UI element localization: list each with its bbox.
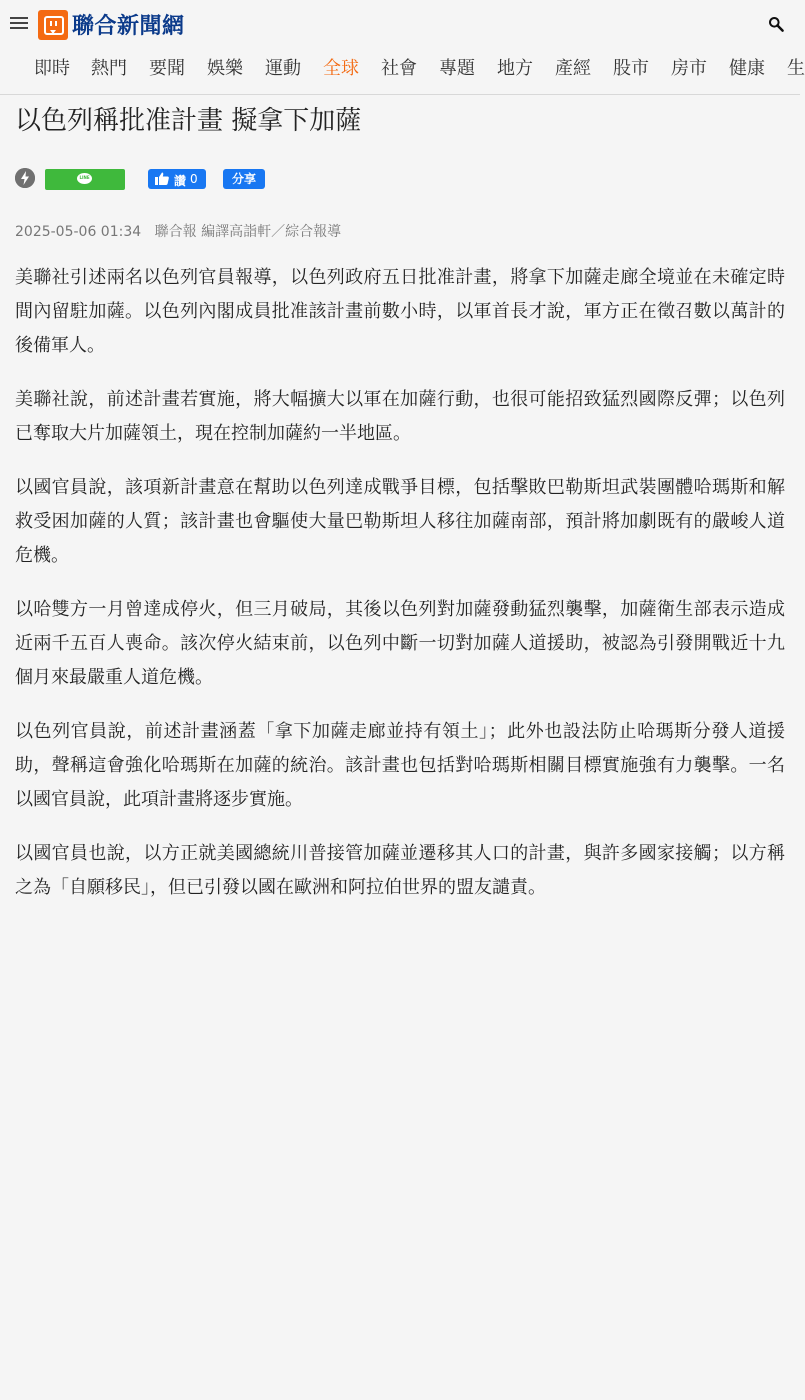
share-bar bbox=[15, 168, 785, 190]
facebook-share-button[interactable]: 分享 bbox=[223, 169, 265, 189]
article-paragraph: 美聯社引述兩名以色列官員報導，以色列政府五日批准計畫，將拿下加薩走廊全境並在未確定時間內留駐加薩。以色列內閣成員批准該計畫前數小時，以軍首長才說，軍方正在徵召數以萬計的後備軍人。 bbox=[15, 267, 785, 356]
facebook-like-label: 讚 bbox=[174, 174, 187, 188]
article-paragraph: 美聯社說，前述計畫若實施，將大幅擴大以軍在加薩行動，也很可能招致猛烈國際反彈；以色列已奪取大片加薩領土，現在控制加薩約一半地區。 bbox=[15, 389, 785, 444]
article-paragraph: 以國官員說，該項新計畫意在幫助以色列達成戰爭目標，包括擊敗巴勒斯坦武裝團體哈瑪斯和解救受困加薩的人質；該計畫也會驅使大量巴勒斯坦人移往加薩南部，預計將加劇既有的嚴峻人道危機。 bbox=[15, 477, 785, 566]
nav-item-real-estate[interactable]: 房市 bbox=[671, 58, 707, 79]
site-logo[interactable] bbox=[38, 9, 185, 40]
nav-item-life[interactable]: 生 bbox=[787, 58, 805, 79]
nav-item-headlines[interactable]: 要聞 bbox=[149, 58, 185, 79]
nav-item-business[interactable]: 產經 bbox=[555, 58, 591, 79]
article-paragraph: 以色列官員說，前述計畫涵蓋「拿下加薩走廊並持有領土」；此外也設法防止哈瑪斯分發人道援助，聲稱這會強化哈瑪斯在加薩的統治。該計畫也包括對哈瑪斯相關目標實施強有力襲擊。一名以國官員說，此項計畫將逐步實施。 bbox=[15, 721, 785, 810]
site-header bbox=[0, 0, 805, 95]
nav-item-stocks[interactable]: 股市 bbox=[613, 58, 649, 79]
nav-item-local[interactable]: 地方 bbox=[497, 58, 533, 79]
udn-logo-icon bbox=[38, 10, 68, 40]
article-body bbox=[15, 261, 785, 925]
nav-item-instant[interactable]: 即時 bbox=[34, 58, 70, 79]
nav-item-sports[interactable]: 運動 bbox=[265, 58, 301, 79]
nav-item-popular[interactable]: 熱門 bbox=[91, 58, 127, 79]
facebook-like-count: 0 bbox=[190, 172, 198, 186]
publish-date: 2025-05-06 01:34 bbox=[15, 224, 142, 240]
facebook-like-button[interactable] bbox=[148, 169, 206, 189]
article-author: 聯合報 編譯高詣軒／綜合報導 bbox=[154, 224, 342, 240]
nav-item-society[interactable]: 社會 bbox=[381, 58, 417, 79]
thumbs-up-icon bbox=[155, 172, 169, 185]
hamburger-menu-icon[interactable] bbox=[10, 14, 28, 34]
category-nav bbox=[0, 54, 805, 84]
nav-item-health[interactable]: 健康 bbox=[729, 58, 765, 79]
line-label: LINE bbox=[79, 175, 90, 180]
article-meta bbox=[15, 221, 341, 241]
nav-item-features[interactable]: 專題 bbox=[439, 58, 475, 79]
logo-text: 聯合新聞網 bbox=[72, 14, 185, 39]
search-icon[interactable] bbox=[768, 16, 784, 32]
line-icon bbox=[77, 173, 92, 184]
lightning-icon[interactable] bbox=[15, 168, 35, 188]
article-title: 以色列稱批准計畫 擬拿下加薩 bbox=[15, 106, 362, 136]
nav-item-entertainment[interactable]: 娛樂 bbox=[207, 58, 243, 79]
article-paragraph: 以國官員也說，以方正就美國總統川普接管加薩並遷移其人口的計畫，與許多國家接觸；以方稱之為「自願移民」，但已引發以國在歐洲和阿拉伯世界的盟友譴責。 bbox=[15, 843, 785, 898]
line-share-button[interactable] bbox=[45, 169, 125, 190]
article-paragraph: 以哈雙方一月曾達成停火，但三月破局，其後以色列對加薩發動猛烈襲擊，加薩衛生部表示造成近兩千五百人喪命。該次停火結束前，以色列中斷一切對加薩人道援助，被認為引發開戰近十九個月來最嚴重人道危機。 bbox=[15, 599, 785, 688]
nav-item-global[interactable]: 全球 bbox=[323, 58, 359, 79]
